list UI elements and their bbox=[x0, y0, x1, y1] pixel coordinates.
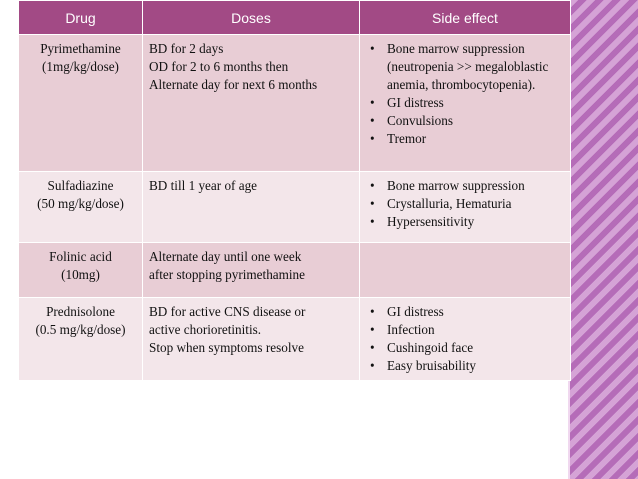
side-effect-item: • Convulsions bbox=[366, 112, 566, 130]
drug-dose: (10mg) bbox=[61, 267, 100, 282]
side-effect-item: • Cushingoid face bbox=[366, 339, 566, 357]
dose-line: Stop when symptoms resolve bbox=[149, 340, 304, 355]
drug-name: Prednisolone bbox=[46, 304, 115, 319]
dose-line: BD till 1 year of age bbox=[149, 178, 258, 193]
side-effect-item: • GI distress bbox=[366, 303, 566, 321]
dose-line: after stopping pyrimethamine bbox=[149, 267, 306, 282]
table-row bbox=[19, 35, 571, 172]
side-effect-list bbox=[366, 177, 566, 231]
dose-line: BD for 2 days bbox=[149, 41, 224, 56]
side-effect-item: • Hypersensitivity bbox=[366, 213, 566, 231]
side-effect-item: • Infection bbox=[366, 321, 566, 339]
dose-line: Alternate day for next 6 months bbox=[149, 77, 318, 92]
side-effect-item: • GI distress bbox=[366, 94, 566, 112]
doses-cell bbox=[143, 243, 360, 298]
side-effect-item: • Easy bruisability bbox=[366, 357, 566, 375]
drug-dose: (50 mg/kg/dose) bbox=[37, 196, 124, 211]
side-effect-item: • Bone marrow suppression (neutropenia >> megaloblastic anemia, thrombocytopenia). bbox=[366, 40, 566, 94]
side-effect-cell bbox=[360, 243, 571, 298]
header-drug: Drug bbox=[19, 1, 143, 35]
table-header-row bbox=[19, 1, 571, 35]
header-doses: Doses bbox=[143, 1, 360, 35]
drug-cell bbox=[19, 298, 143, 381]
side-effect-item: • Crystalluria, Hematuria bbox=[366, 195, 566, 213]
drug-name: Pyrimethamine bbox=[40, 41, 121, 56]
decorative-stripe-panel bbox=[570, 0, 638, 479]
table-row bbox=[19, 172, 571, 243]
drug-cell bbox=[19, 243, 143, 298]
dose-line: OD for 2 to 6 months then bbox=[149, 59, 289, 74]
side-effect-list bbox=[366, 303, 566, 375]
table-row bbox=[19, 243, 571, 298]
dose-line: active chorioretinitis. bbox=[149, 322, 262, 337]
side-effect-item: • Bone marrow suppression bbox=[366, 177, 566, 195]
table-row bbox=[19, 298, 571, 381]
side-effect-list bbox=[366, 40, 566, 148]
drug-dose: (0.5 mg/kg/dose) bbox=[35, 322, 126, 337]
treatment-table bbox=[18, 0, 571, 381]
doses-cell bbox=[143, 172, 360, 243]
dose-line: Alternate day until one week bbox=[149, 249, 302, 264]
side-effect-cell bbox=[360, 35, 571, 172]
header-side-effect: Side effect bbox=[360, 1, 571, 35]
doses-cell bbox=[143, 298, 360, 381]
drug-dose: (1mg/kg/dose) bbox=[42, 59, 119, 74]
side-effect-cell bbox=[360, 298, 571, 381]
drug-name: Sulfadiazine bbox=[47, 178, 114, 193]
doses-cell bbox=[143, 35, 360, 172]
drug-name: Folinic acid bbox=[49, 249, 112, 264]
drug-cell bbox=[19, 172, 143, 243]
dose-line: BD for active CNS disease or bbox=[149, 304, 306, 319]
side-effect-item: • Tremor bbox=[366, 130, 566, 148]
drug-cell bbox=[19, 35, 143, 172]
side-effect-cell bbox=[360, 172, 571, 243]
